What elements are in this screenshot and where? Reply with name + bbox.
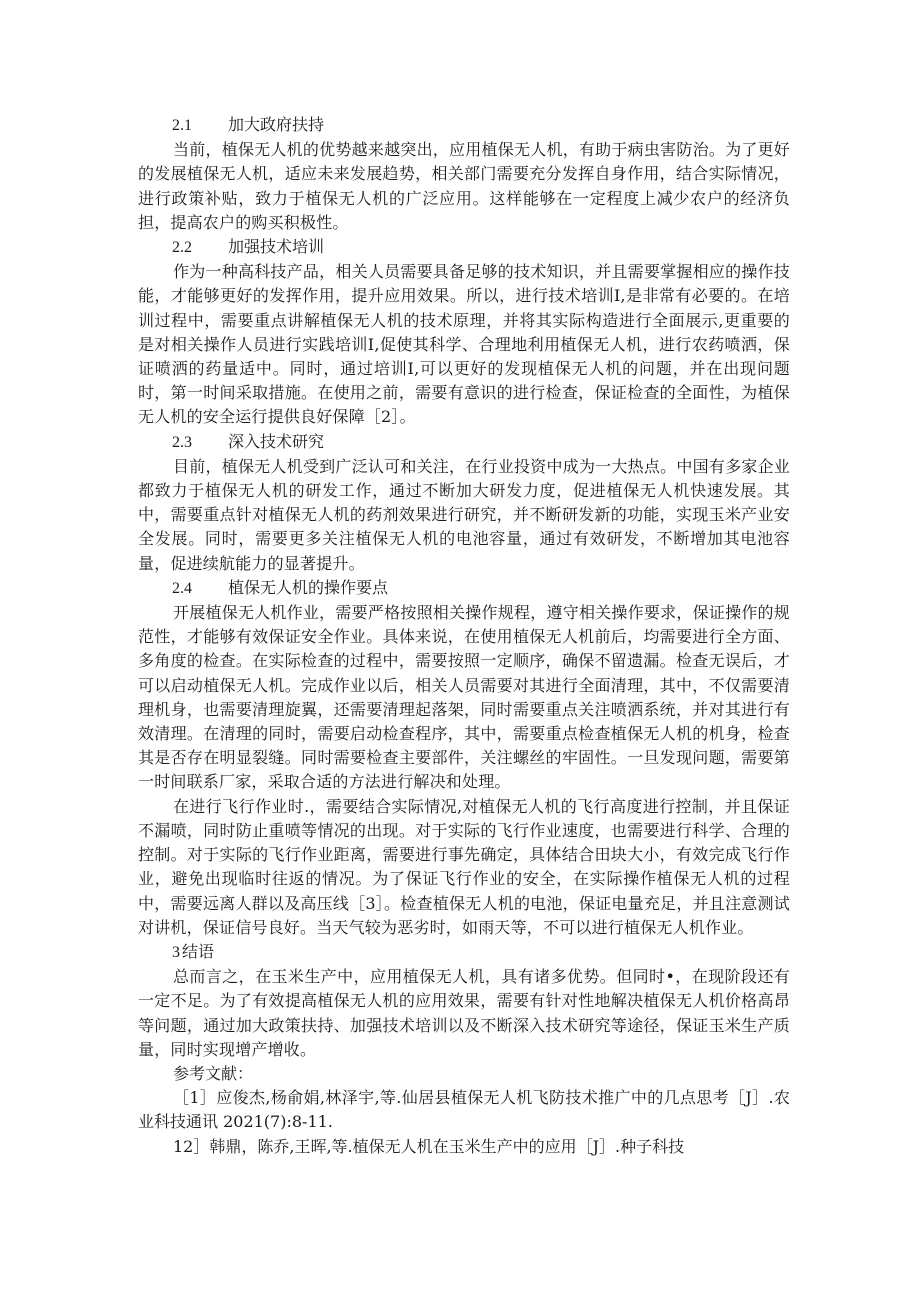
section-title: 结语 [182,941,215,961]
body-paragraph: 作为一种高科技产品，相关人员需要具备足够的技术知识，并且需要掌握相应的操作技能，才能够更好的发挥作用，提升应用效果。所以，进行技术培训I,是非常有必要的。在培训过程中，需要重点讲解植保无人机的技术原理，并将其实际构造进行全面展示,更重要的是对相关操作人员进行实践培训I,促使其科学、合理地利用植保无人机，进行农药喷洒，保证喷洒的药量适中。同时，通过培训I,可以更好的发现植保无人机的问题，并在出现问题时，第一时间采取措施。在使用之前，需要有意识的进行检查，保证检查的全面性，为植保无人机的安全运行提供良好保障［2］。 [138,262,790,427]
section-title: 加强技术培训 [228,237,325,257]
section-title: 深入技术研究 [228,431,325,451]
body-paragraph: 总而言之，在玉米生产中，应用植保无人机，具有诸多优势。但同时•，在现阶段还有一定不足。为了有效提高植保无人机的应用效果，需要有针对性地解决植保无人机价格高昂等问题，通过加大政策扶持、加强技术培训以及不断深入技术研究等途径，保证玉米生产质量，同时实现增产增收。 [138,967,790,1059]
section-heading-2-2 [138,235,790,260]
reference-item: ［1］应俊杰,杨俞娟,林泽宇,等.仙居县植保无人机飞防技术推广中的几点思考［J］.农业科技通讯 2021(7):8-11. [138,1088,790,1132]
section-number: 3 [172,943,180,961]
section-heading-2-3 [138,430,790,455]
section-number: 2.3 [172,433,192,451]
section-number: 2.1 [172,117,192,134]
body-paragraph: 目前，植保无人机受到广泛认可和关注，在行业投资中成为一大热点。中国有多家企业都致力于植保无人机的研发工作，通过不断加大研发力度，促进植保无人机快速发展。其中，需要重点针对植保无人机的药剂效果进行研究，并不断研发新的功能，实现玉米产业安全发展。同时，需要更多关注植保无人机的电池容量，通过有效研发，不断增加其电池容量，促进续航能力的显著提升。 [138,456,790,573]
body-paragraph: 当前，植保无人机的优势越来越突出，应用植保无人机，有助于病虫害防治。为了更好的发展植保无人机，适应未来发展趋势，相关部门需要充分发挥自身作用，结合实际情况，进行政策补贴，致力于植保无人机的广泛应用。这样能够在一定程度上减少农户的经济负担，提高农户的购买积极性。 [138,140,790,232]
section-title: 植保无人机的操作要点 [228,577,389,597]
section-heading-2-1 [138,113,790,138]
document-page [138,113,790,1159]
body-paragraph: 开展植保无人机作业，需要严格按照相关操作规程，遵守相关操作要求，保证操作的规范性，才能够有效保证安全作业。具体来说，在使用植保无人机前后，均需要进行全方面、多角度的检查。在实际检查的过程中，需要按照一定顺序，确保不留遗漏。检查无误后，才可以启动植保无人机。完成作业以后，相关人员需要对其进行全面清理，其中，不仅需要清理机身，也需要清理旋翼，还需要清理起落架，同时需要重点关注喷洒系统，并对其进行有效清理。在清理的同时，需要启动检查程序，其中，需要重点检查植保无人机的机身，检查其是否存在明显裂缝。同时需要检查主要部件，关注螺丝的牢固性。一旦发现问题，需要第一时间联系厂家，采取合适的方法进行解决和处理。 [138,603,790,792]
references-title: 参考文献： [173,1063,254,1083]
section-number: 2.2 [172,239,192,257]
body-paragraph: 在进行飞行作业时.，需要结合实际情况,对植保无人机的飞行高度进行控制，并且保证不漏喷，同时防止重喷等情况的出现。对于实际的飞行作业速度，也需要进行科学、合理的控制。对于实际的飞行作业距离，需要进行事先确定，具体结合田块大小，有效完成飞行作业，避免出现临时往返的情况。为了保证飞行作业的安全，在实际操作植保无人机的过程中，需要远离人群以及高压线［3］。检查植保无人机的电池，保证电量充足，并且注意测试对讲机，保证信号良好。当天气较为恶劣时，如雨天等，不可以进行植保无人机作业。 [138,796,790,937]
section-number: 2.4 [172,579,192,597]
section-heading-3 [138,940,790,965]
section-heading-2-4 [138,576,790,601]
section-title: 加大政府扶持 [228,115,325,134]
reference-item: 12］韩鼎，陈乔,王晖,等.植保无人机在玉米生产中的应用［J］.种子科技 [173,1136,685,1156]
